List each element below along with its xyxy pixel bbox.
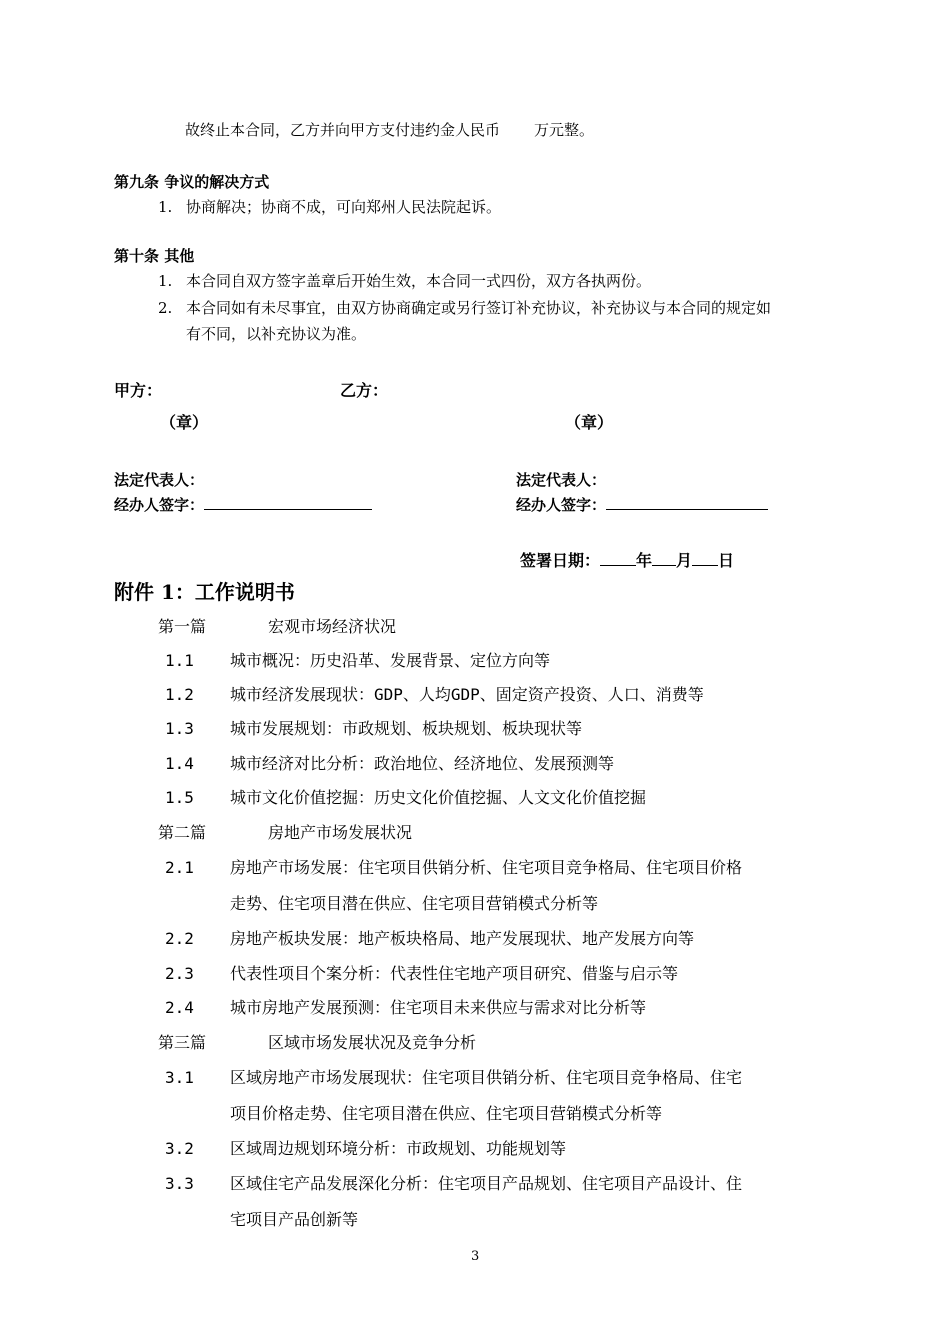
item-text: 代表性项目个案分析：代表性住宅地产项目研究、借鉴与启示等 (230, 964, 679, 983)
chapter-1-label: 第一篇 (158, 617, 207, 636)
party-a-label: 甲方： (114, 381, 163, 400)
item-number: 1.5 (165, 788, 194, 807)
party-a-seal: （章） (160, 413, 209, 432)
item-text: 城市文化价值挖掘：历史文化价值挖掘、人文文化价值挖掘 (230, 788, 647, 807)
article-10-heading: 第十条 其他 (114, 247, 195, 265)
day-blank[interactable] (692, 551, 718, 566)
item-number: 3.2 (165, 1139, 194, 1158)
party-b-label: 乙方： (340, 381, 389, 400)
month-blank[interactable] (652, 551, 676, 566)
party-b-legal-rep: 法定代表人： (516, 471, 607, 489)
party-a-legal-rep: 法定代表人： (114, 471, 205, 489)
item-text-continued: 走势、住宅项目潜在供应、住宅项目营销模式分析等 (230, 894, 599, 913)
party-a-agent-signature: 经办人签字： (114, 495, 372, 515)
item-text: 城市房地产发展预测：住宅项目未来供应与需求对比分析等 (230, 998, 647, 1017)
termination-amount-unit: 万元整。 (534, 121, 595, 139)
chapter-2-label: 第二篇 (158, 823, 207, 842)
party-a-signature-line[interactable] (204, 495, 372, 510)
item-number: 2.3 (165, 964, 194, 983)
item-number: 2.1 (165, 858, 194, 877)
item-text: 城市经济对比分析：政治地位、经济地位、发展预测等 (230, 754, 615, 773)
item-text: 区域房地产市场发展现状：住宅项目供销分析、住宅项目竞争格局、住宅 (230, 1068, 743, 1087)
item-number: 2.2 (165, 929, 194, 948)
item-number: 1.1 (165, 651, 194, 670)
item-number: 3.3 (165, 1174, 194, 1193)
appendix-title: 附件 1：工作说明书 (114, 580, 295, 604)
party-b-seal: （章） (565, 413, 614, 432)
chapter-2-title: 房地产市场发展状况 (268, 823, 413, 842)
termination-text: 故终止本合同，乙方并向甲方支付违约金人民币 (185, 121, 501, 139)
item-number: 1.4 (165, 754, 194, 773)
chapter-3-title: 区域市场发展状况及竞争分析 (268, 1033, 477, 1052)
chapter-1-title: 宏观市场经济状况 (268, 617, 397, 636)
article-10-item-2-text-continued: 有不同，以补充协议为准。 (186, 325, 367, 343)
chapter-3-label: 第三篇 (158, 1033, 207, 1052)
item-text: 区域周边规划环境分析：市政规划、功能规划等 (230, 1139, 567, 1158)
article-10-item-1-number: 1. (158, 272, 173, 290)
party-b-signature-line[interactable] (606, 495, 768, 510)
item-number: 3.1 (165, 1068, 194, 1087)
party-b-agent-signature: 经办人签字： (516, 495, 768, 515)
article-9-item-number: 1. (158, 198, 173, 216)
article-9-heading: 第九条 争议的解决方式 (114, 173, 270, 191)
item-text: 城市概况：历史沿革、发展背景、定位方向等 (230, 651, 551, 670)
article-10-item-1-text: 本合同自双方签字盖章后开始生效，本合同一式四份，双方各执两份。 (186, 272, 652, 290)
signing-date: 签署日期： 年 月 日 (520, 551, 735, 570)
item-text: 区域住宅产品发展深化分析：住宅项目产品规划、住宅项目产品设计、住 (230, 1174, 743, 1193)
item-text: 城市经济发展现状：GDP、人均GDP、固定资产投资、人口、消费等 (230, 685, 704, 704)
item-text: 城市发展规划：市政规划、板块规划、板块现状等 (230, 719, 583, 738)
item-text-continued: 宅项目产品创新等 (230, 1210, 359, 1229)
termination-clause-line (185, 120, 594, 140)
item-number: 2.4 (165, 998, 194, 1017)
article-9-item-text: 协商解决；协商不成，可向郑州人民法院起诉。 (186, 198, 502, 216)
page-number: 3 (471, 1249, 480, 1264)
item-number: 1.3 (165, 719, 194, 738)
item-text: 房地产市场发展：住宅项目供销分析、住宅项目竞争格局、住宅项目价格 (230, 858, 743, 877)
item-text-continued: 项目价格走势、住宅项目潜在供应、住宅项目营销模式分析等 (230, 1104, 663, 1123)
article-10-item-2-text: 本合同如有未尽事宜，由双方协商确定或另行签订补充协议，补充协议与本合同的规定如 (186, 299, 772, 317)
item-text: 房地产板块发展：地产板块格局、地产发展现状、地产发展方向等 (230, 929, 695, 948)
year-blank[interactable] (600, 551, 636, 566)
item-number: 1.2 (165, 685, 194, 704)
article-10-item-2-number: 2. (158, 299, 173, 317)
